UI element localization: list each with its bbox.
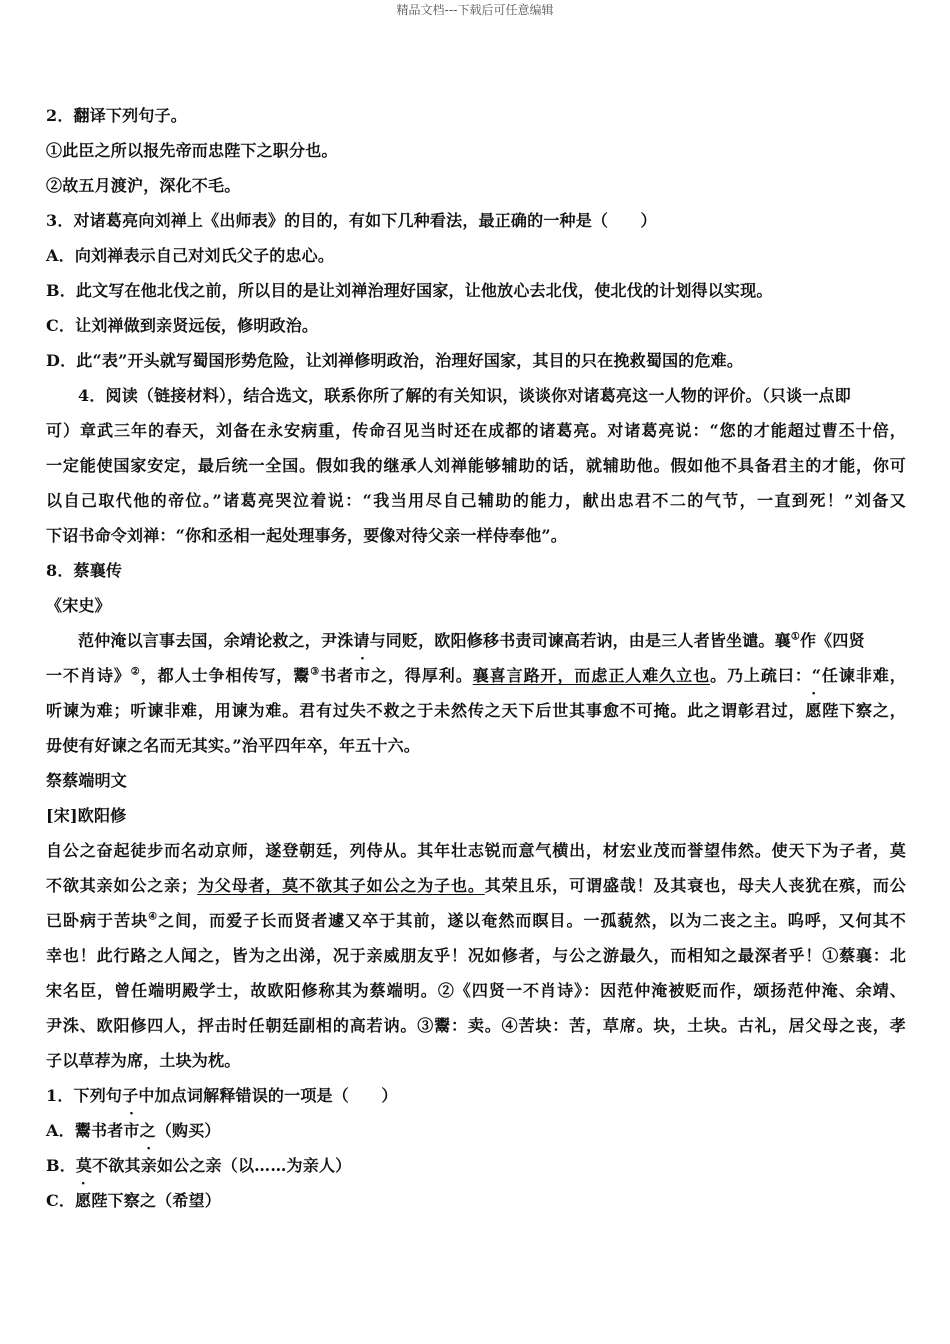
footnote-marker-2: ② [130,666,141,678]
text-span: 之，得厚利。 [371,666,473,685]
document-body [46,98,906,1218]
question-3-option-b: B．此文写在他北伐之前，所以目的是让刘禅治理好国家，让他放心去北伐，使北伐的计划得以实现。 [46,281,773,300]
section-8-para-line-4: 毋使有好谏之名而无其实。”治平四年卒，年五十六。 [46,736,421,755]
question-1-option-b [46,1148,906,1183]
dotted-word-qin: 亲 [140,1156,157,1175]
question-3-option-c: C．让刘禅做到亲贤远佞，修明政治。 [46,316,319,335]
question-2-sentence-2: ②故五月渡沪，深化不毛。 [46,176,241,195]
section-8-para-line-1 [46,623,906,658]
dotted-word-shi: 市 [123,1121,140,1140]
question-4-line-1: 4．阅读（链接材料），结合选文，联系你所了解的有关知识，谈谈你对诸葛亮这一人物的评价。（只谈一点即 [78,386,851,405]
text-span: 不欲其亲如公之亲； [46,876,198,895]
section-9-line-3 [46,903,906,938]
question-4-line-2: 可）章武三年的春天，刘备在永安病重，传命召见当时还在成都的诸葛亮。对诸葛亮说：“您的才能超过曹丕十倍， [46,421,906,440]
underlined-sentence: 为父母者，莫不欲其子如公之为子也。 [197,876,485,895]
question-4-line-5: 下诏书命令刘禅：“你和丞相一起处理事务，要像对待父亲一样侍奉他”。 [46,526,568,545]
question-1-option-c [46,1183,906,1218]
section-9-title: 祭蔡端明文 [46,771,128,790]
text-span: 陛下察之， [822,701,906,720]
text-span: 陛下察之（希望） [91,1191,221,1210]
text-span: 范仲淹以言事去国，余靖论救之，尹洙请与同贬，欧阳修移书责司谏高若讷，由是三人者皆坐谴。襄 [78,631,791,650]
question-3-option-d: D．此“表”开头就写蜀国形势危险，让刘禅修明政治，治理好国家，其目的只在挽救蜀国的危难。 [46,351,744,370]
text-span: 作《四贤 [799,631,865,650]
text-span: 听谏为难；听谏非难，用谏为难。君有过失不救之于未然传之天下后世其事愈不可掩。此之谓彰君过， [46,701,806,720]
text-span: 一不肖诗》 [46,666,131,685]
footnote-marker-1: ① [790,631,800,643]
section-9-line-7: 子以草荐为席，土块为枕。 [46,1051,241,1070]
section-9-author: [宋]欧阳修 [46,806,127,825]
footnote-marker-3: ③ [310,666,321,678]
dotted-word-yuan: 愿 [805,701,823,720]
underlined-sentence: 襄喜言路开，而虑正人难久立也 [472,666,711,685]
text-span: 书者 [320,666,355,685]
text-span: B．莫不欲其 [46,1156,141,1175]
section-8-para-line-2 [46,658,906,693]
question-2-title: 2．翻译下列句子。 [46,106,187,125]
text-span: 之（购买） [139,1121,221,1140]
footnote-marker-4: ④ [148,911,159,923]
section-8-para-line-3 [46,693,906,728]
section-8-title: 8．蔡襄传 [46,561,123,580]
text-span: 。乃上疏曰：“任谏非难， [710,666,906,685]
text-span: 已卧病于苦块 [46,911,149,930]
section-9-line-2 [46,868,906,903]
text-span: C． [46,1191,76,1210]
question-4-line-3: 一定能使国家安定，最后统一全国。假如我的继承人刘禅能够辅助的话，就辅助他。假如他不具备君主的才能，你可 [46,456,906,475]
section-9-line-6: 尹洙、欧阳修四人，抨击时任朝廷副相的高若讷。③鬻：卖。④苦块：苦，草席。块，土块。古礼，居父母之丧，孝 [46,1016,906,1035]
question-4-line-4: 以自己取代他的帝位。”诸葛亮哭泣着说：“我当用尽自己辅助的能力，献出忠君不二的气节，一直到死！”刘备又 [46,491,906,510]
dotted-word-yuan: 愿 [75,1191,92,1210]
section-9-line-4: 幸也！此行路之人闻之，皆为之出涕，况于亲威朋友乎！况如修者，与公之游最久，而相知之最深者乎！①蔡襄：北 [46,946,906,965]
dotted-word-shi: 市 [354,666,371,685]
question-2-sentence-1: ①此臣之所以报先帝而忠陛下之职分也。 [46,141,338,160]
question-1-title: 1．下列句子中加点词解释错误的一项是（ ） [46,1086,398,1105]
text-span: 之间，而爱子长而贤者遽又卒于其前，遂以奄然而瞑目。一孤藐然，以为二丧之主。呜呼，又何其不 [158,911,906,930]
section-8-source: 《宋史》 [46,596,111,615]
section-9-line-1: 自公之奋起徒步而名动京师，遂登朝廷，列侍从。其年壮志锐而意气横出，材宏业茂而誉望伟然。使天下为子者，莫 [46,841,906,860]
question-3-option-a: A．向刘禅表示自己对刘氏父子的忠心。 [46,246,335,265]
text-span: 如公之亲（以……为亲人） [156,1156,352,1175]
page-header: 精品文档---下载后可任意编辑 [396,3,554,17]
question-3-title: 3．对诸葛亮向刘禅上《出师表》的目的，有如下几种看法，最正确的一种是（ ） [46,211,657,230]
text-span: ，都人士争相传写，鬻 [140,666,311,685]
text-span: 其荣且乐，可谓盛哉！及其衰也，母夫人丧犹在殡，而公 [484,876,906,895]
question-1-option-a [46,1113,906,1148]
text-span: A．鬻书者 [46,1121,124,1140]
section-9-line-5: 宋名臣，曾任端明殿学士，故欧阳修称其为蔡端明。②《四贤一不肖诗》：因范仲淹被贬而作，颂扬范仲淹、余靖、 [46,981,906,1000]
